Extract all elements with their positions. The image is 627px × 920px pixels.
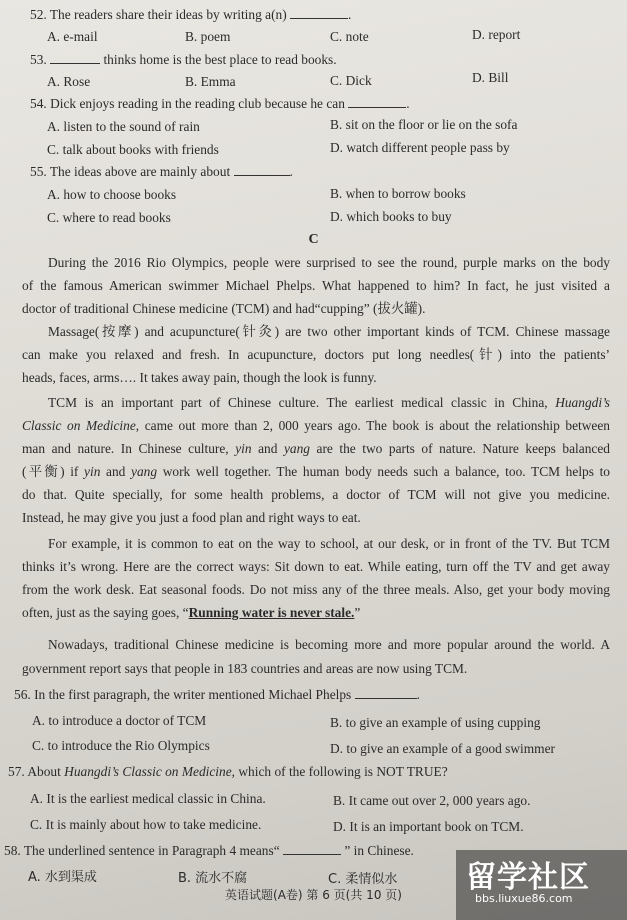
passage-line: TCM is an important part of Chinese culture. The earliest medical classic in China, Huangdi’s bbox=[48, 395, 610, 410]
option-52-c: C. note bbox=[330, 29, 369, 44]
question-58: 58. The underlined sentence in Paragraph 4 means“ ” in Chinese. bbox=[4, 843, 414, 858]
option-58-b: B. 流水不腐 bbox=[178, 871, 248, 886]
passage-line: do that. Quite specially, for some health problems, a doctor of TCM will not give you medicine. bbox=[22, 487, 610, 502]
question-52: 52. The readers share their ideas by writing a(n) . bbox=[30, 7, 352, 22]
option-55-a: A. how to choose books bbox=[47, 187, 177, 202]
option-57-c: C. It is mainly about how to take medicine. bbox=[30, 817, 262, 832]
question-56: 56. In the first paragraph, the writer mentioned Michael Phelps . bbox=[14, 687, 420, 702]
passage-line: man and nature. In Chinese culture, yin and yang are the two parts of nature. Nature keeps balanced bbox=[22, 441, 610, 456]
answer-blank bbox=[348, 95, 406, 108]
option-54-a: A. listen to the sound of rain bbox=[47, 119, 200, 134]
passage-line: (平衡) if yin and yang work well together. The human body needs such a balance, too. TCM helps to bbox=[22, 464, 611, 479]
passage-line: During the 2016 Rio Olympics, people were surprised to see the round, purple marks on the body bbox=[48, 255, 610, 270]
answer-blank bbox=[234, 163, 290, 176]
question-55: 55. The ideas above are mainly about . bbox=[30, 164, 293, 179]
passage-line: heads, faces, arms…. It takes away pain, though the look is funny. bbox=[22, 370, 377, 385]
answer-blank bbox=[283, 842, 341, 855]
passage-line: For example, it is common to eat on the way to school, at our desk, or in front of the TV. But TCM bbox=[48, 536, 610, 551]
option-56-d: D. to give an example of a good swimmer bbox=[330, 741, 555, 756]
passage-line: Instead, he may give you just a food plan and right ways to eat. bbox=[22, 510, 361, 525]
option-56-a: A. to introduce a doctor of TCM bbox=[32, 713, 207, 728]
answer-blank bbox=[50, 51, 100, 64]
underlined-sentence: Running water is never stale. bbox=[188, 605, 355, 620]
passage-line: can make you relaxed and fresh. In acupuncture, doctors put long needles(针) into the patients’ bbox=[22, 347, 610, 362]
watermark-url: bbs.liuxue86.com bbox=[475, 892, 573, 905]
question-54: 54. Dick enjoys reading in the reading club because he can . bbox=[30, 96, 410, 111]
section-heading-c: C bbox=[308, 232, 319, 247]
option-52-b: B. poem bbox=[185, 29, 231, 44]
watermark-logo: 留学社区 bbox=[466, 860, 590, 895]
answer-blank bbox=[290, 6, 348, 19]
passage-line: Massage(按摩) and acupuncture(针灸) are two other important kinds of TCM. Chinese massage bbox=[48, 324, 610, 339]
option-55-c: C. where to read books bbox=[47, 210, 171, 225]
option-53-a: A. Rose bbox=[47, 74, 91, 89]
passage-line: Classic on Medicine, came out more than 2, 000 years ago. The book is about the relationship between bbox=[22, 418, 610, 433]
passage-line: of the famous American swimmer Michael Phelps. What happened to him? In fact, he just visited a bbox=[22, 278, 610, 293]
option-52-a: A. e-mail bbox=[47, 29, 98, 44]
option-53-b: B. Emma bbox=[185, 74, 236, 89]
question-53: 53. thinks home is the best place to read books. bbox=[30, 52, 337, 67]
option-53-c: C. Dick bbox=[330, 73, 372, 88]
option-57-b: B. It came out over 2, 000 years ago. bbox=[333, 793, 531, 808]
option-55-d: D. which books to buy bbox=[330, 209, 452, 224]
option-58-c: C. 柔情似水 bbox=[328, 872, 398, 887]
passage-line: Nowadays, traditional Chinese medicine is becoming more and more popular around the world. A bbox=[48, 637, 610, 652]
option-57-a: A. It is the earliest medical classic in China. bbox=[30, 791, 266, 806]
option-58-a: A. 水到渠成 bbox=[28, 870, 97, 885]
option-55-b: B. when to borrow books bbox=[330, 186, 466, 201]
option-57-d: D. It is an important book on TCM. bbox=[333, 819, 524, 834]
option-53-d: D. Bill bbox=[472, 70, 509, 85]
option-54-c: C. talk about books with friends bbox=[47, 142, 219, 157]
option-52-d: D. report bbox=[472, 27, 521, 42]
page-footer: 英语试题(A卷) 第 6 页(共 10 页) bbox=[225, 888, 402, 902]
answer-blank bbox=[355, 686, 417, 699]
passage-line: thinks it’s wrong. Here are the correct ways: Sit down to eat. While eating, turn off the TV and get away bbox=[22, 559, 610, 574]
question-57: 57. About Huangdi’s Classic on Medicine, which of the following is NOT TRUE? bbox=[8, 764, 448, 779]
passage-line: doctor of traditional Chinese medicine (TCM) and had“cupping” (拔火罐). bbox=[22, 301, 426, 316]
passage-line: government report says that people in 183 countries and areas are now using TCM. bbox=[22, 661, 468, 676]
option-56-b: B. to give an example of using cupping bbox=[330, 715, 541, 730]
passage-line: from the work desk. Eat seasonal foods. Do not miss any of the three meals. Also, get your body moving bbox=[22, 582, 610, 597]
option-56-c: C. to introduce the Rio Olympics bbox=[32, 738, 210, 753]
option-54-d: D. watch different people pass by bbox=[330, 140, 510, 155]
option-54-b: B. sit on the floor or lie on the sofa bbox=[330, 117, 518, 132]
passage-line: often, just as the saying goes, “Running water is never stale.” bbox=[22, 605, 361, 620]
